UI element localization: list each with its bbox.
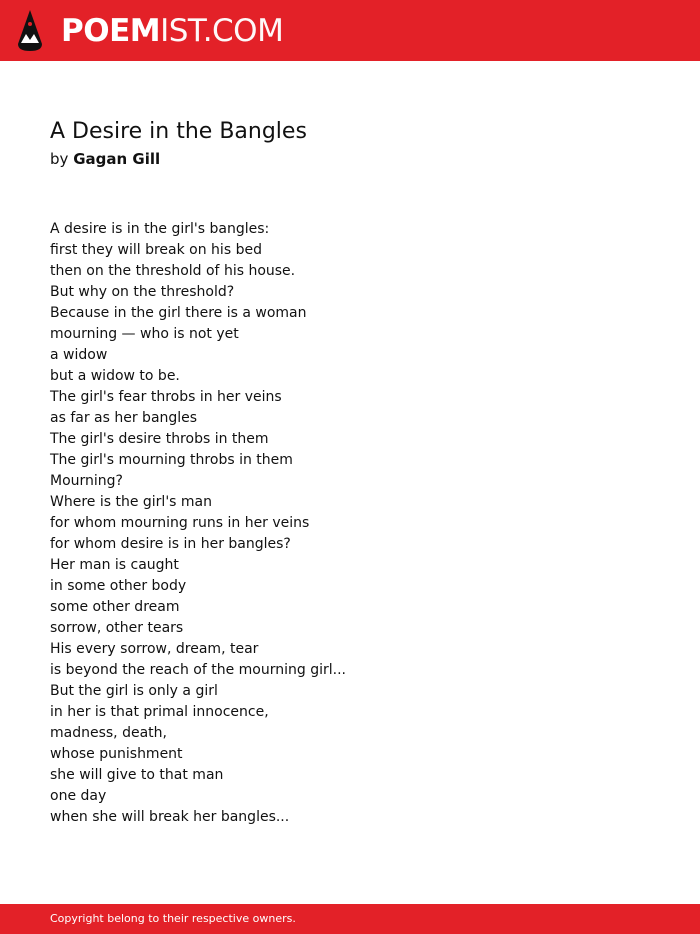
poem-line: But why on the threshold?	[50, 284, 235, 300]
poem-line: The girl's mourning throbs in them	[50, 452, 293, 468]
poem-line: a widow	[50, 347, 108, 363]
site-footer	[0, 904, 700, 934]
poem-line: for whom mourning runs in her veins	[50, 515, 310, 531]
poem-line: A desire is in the girl's bangles:	[50, 221, 270, 237]
copyright-notice: Copyright belong to their respective owners.	[50, 912, 296, 925]
brand-bold-text: POEM	[61, 13, 161, 49]
poem-line: mourning — who is not yet	[50, 326, 239, 342]
poem-line: is beyond the reach of the mourning girl...	[50, 662, 346, 678]
site-header	[0, 0, 700, 61]
poem-line: Because in the girl there is a woman	[50, 305, 307, 321]
poem-line: Her man is caught	[50, 557, 179, 573]
pen-nib-icon[interactable]	[17, 10, 43, 52]
poem-title: A Desire in the Bangles	[50, 119, 307, 144]
poem-line: for whom desire is in her bangles?	[50, 536, 291, 552]
brand-light-text: IST.COM	[160, 13, 284, 49]
byline-prefix: by	[50, 150, 69, 168]
poem-line: but a widow to be.	[50, 368, 180, 384]
poem-line: some other dream	[50, 599, 180, 615]
poem-line: when she will break her bangles...	[50, 809, 290, 825]
poem-line: whose punishment	[50, 746, 183, 762]
poem-line: Mourning?	[50, 473, 123, 489]
poem-line: one day	[50, 788, 107, 804]
poem-byline	[50, 148, 160, 170]
poem-line: Where is the girl's man	[50, 494, 213, 510]
poem-line: as far as her bangles	[50, 410, 198, 426]
poem-line: madness, death,	[50, 725, 167, 741]
poem-line: But the girl is only a girl	[50, 683, 218, 699]
poem-line: first they will break on his bed	[50, 242, 262, 258]
poem-line: in her is that primal innocence,	[50, 704, 269, 720]
poem-line: in some other body	[50, 578, 187, 594]
poem-line: The girl's desire throbs in them	[50, 431, 269, 447]
poem-line: sorrow, other tears	[50, 620, 184, 636]
poem-line: His every sorrow, dream, tear	[50, 641, 259, 657]
poem-line: The girl's fear throbs in her veins	[50, 389, 282, 405]
poem-body	[50, 219, 346, 828]
poem-author: Gagan Gill	[73, 150, 161, 168]
poem-line: she will give to that man	[50, 767, 224, 783]
poem-line: then on the threshold of his house.	[50, 263, 296, 279]
site-logo-text[interactable]	[61, 12, 283, 50]
